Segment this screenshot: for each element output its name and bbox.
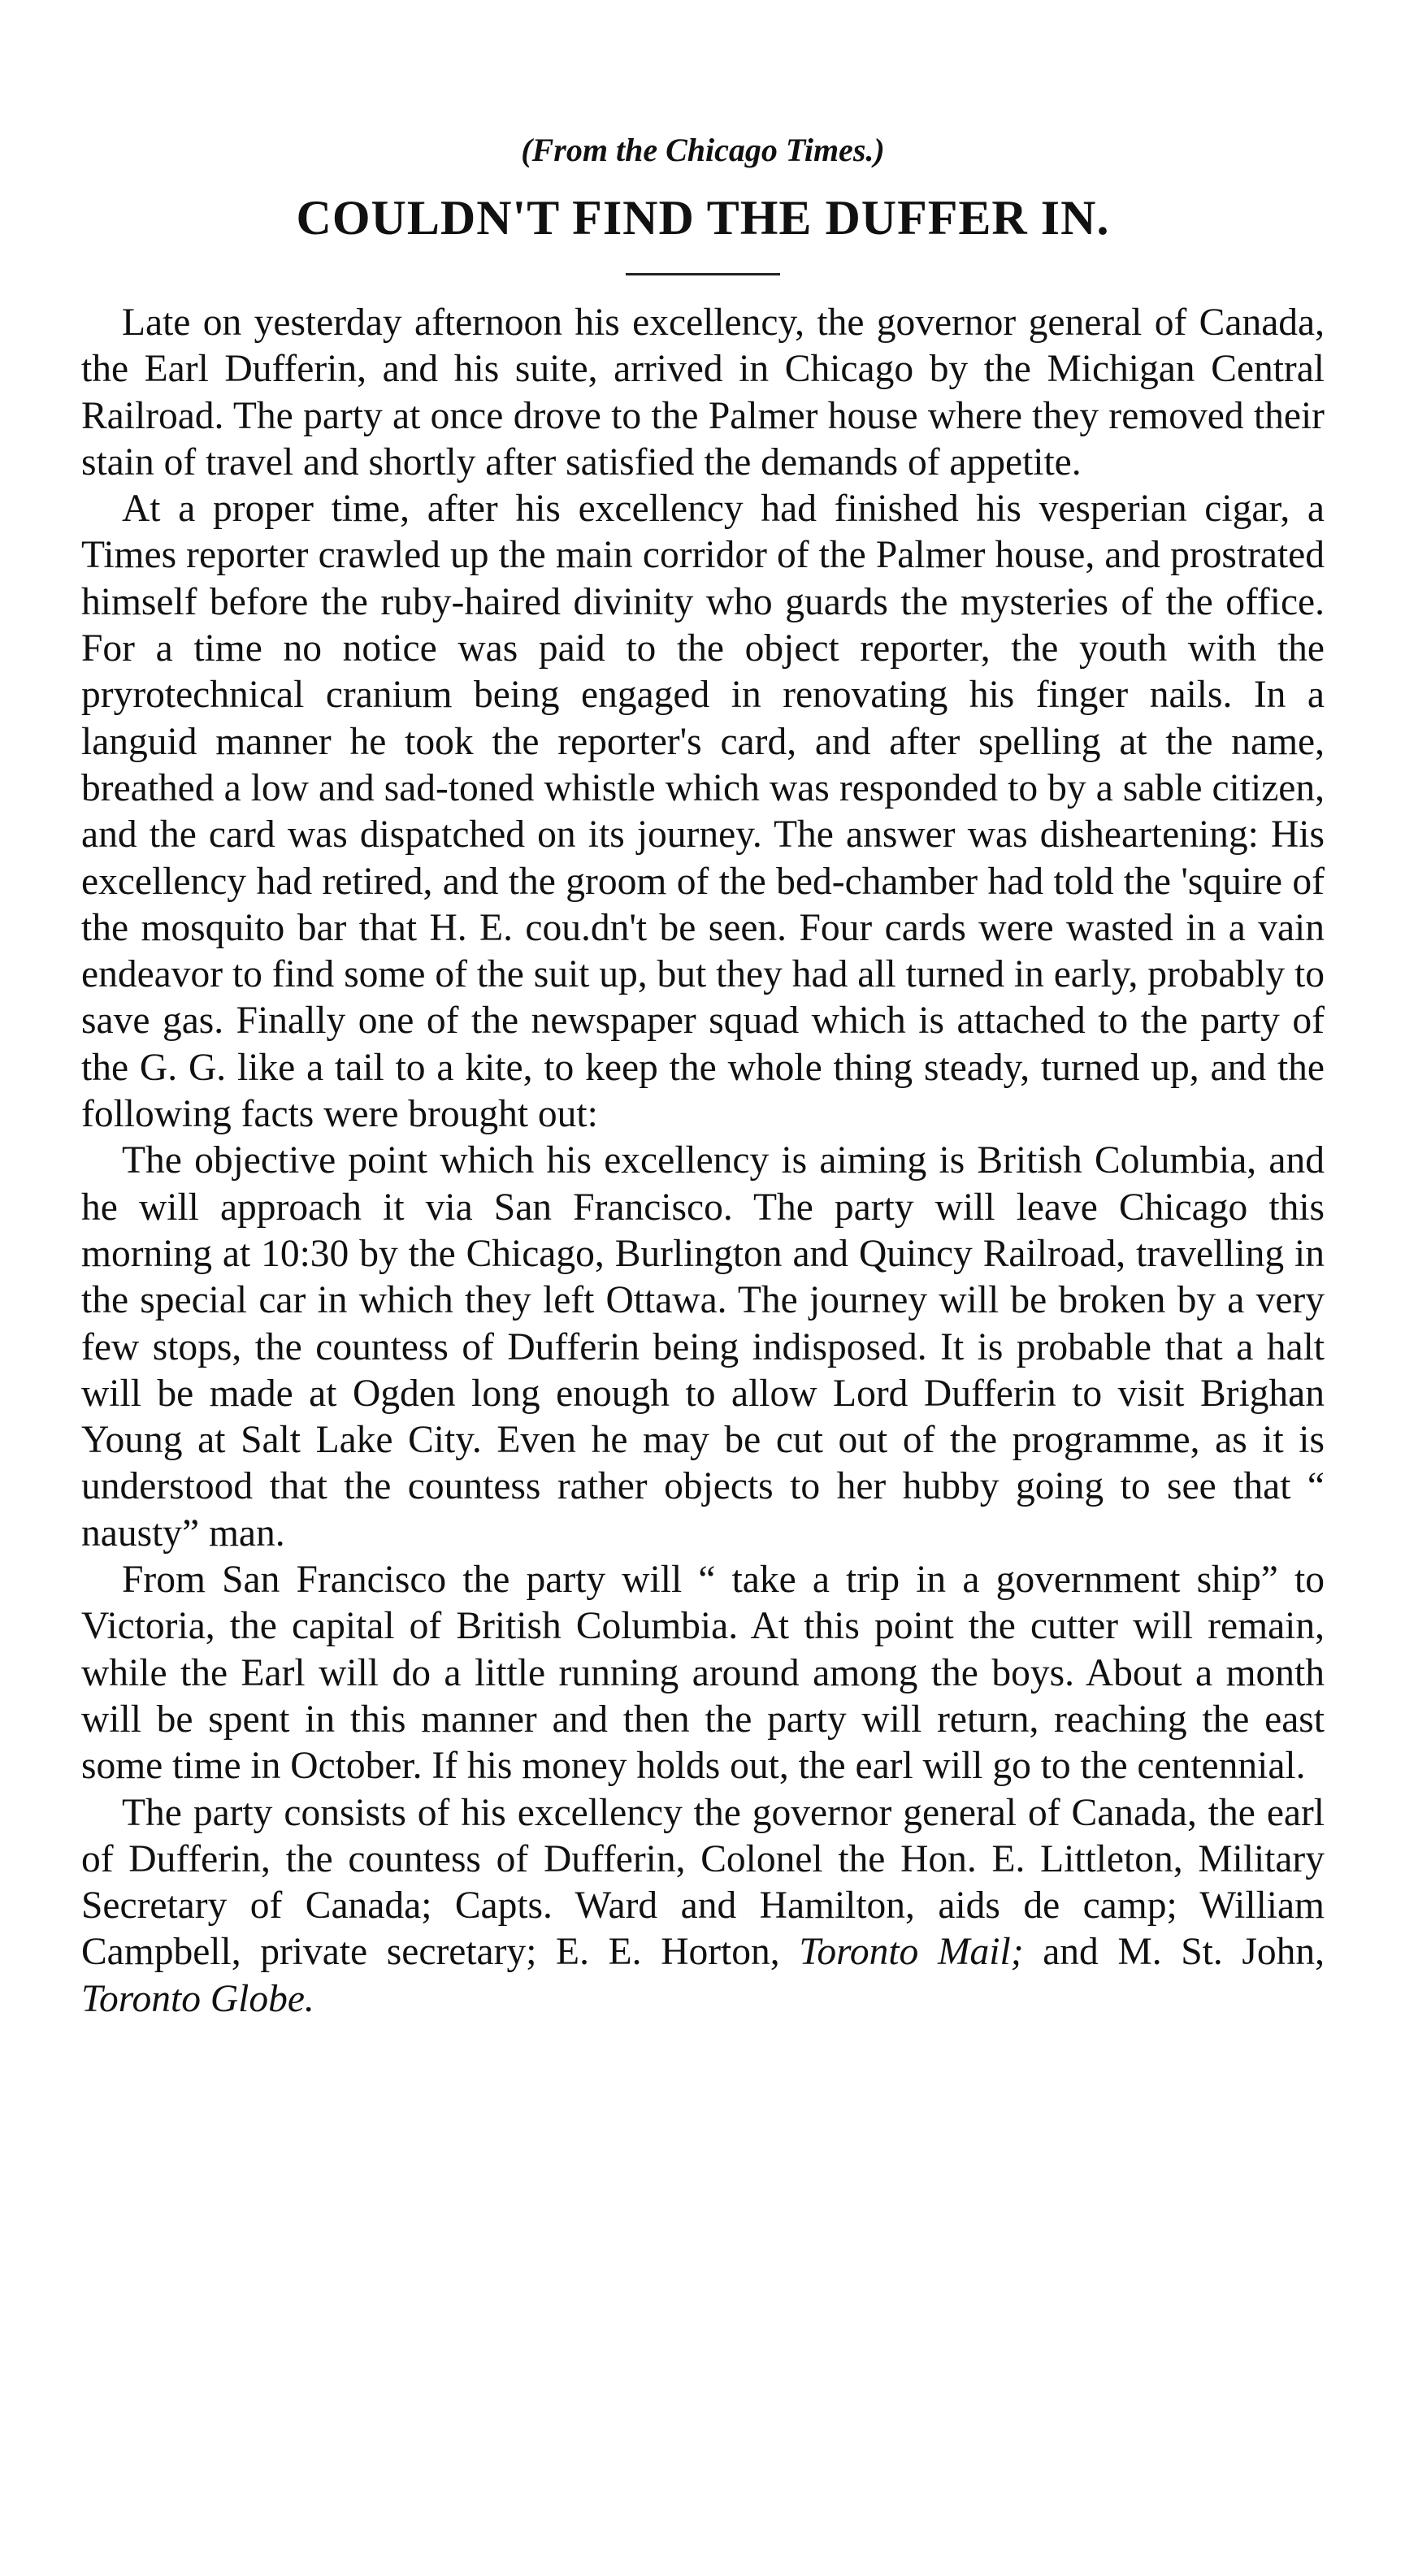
paragraph-party-members [81, 1790, 1325, 2023]
party-members-text: The party consists of his excellency the governor general of Canada, the earl of Dufferin, the countess of Dufferin, Colonel the Hon. E. Littleton, Military Secretary of Canada; Capts. Ward and Hamilton, aids de camp; William Campbell, private secretary; E. E. Horton, [81, 1791, 1325, 1974]
article [81, 130, 1325, 2023]
source-line: (From the Chicago Times.) [521, 132, 885, 168]
headline: COULDN'T FIND THE DUFFER IN. [296, 191, 1110, 245]
party-members-connector: and M. St. John, [1043, 1931, 1325, 1974]
paragraph-arrival: Late on yesterday afternoon his excellency, the governor general of Canada, the Earl Dufferin, and his suite, arrived in Chicago by the Michigan Central Railroad. The party at once drove to the Palmer house where they removed their stain of travel and shortly after satisfied the demands of appetite. [81, 301, 1325, 484]
paper-toronto-mail: Toronto Mail; [799, 1931, 1024, 1974]
paragraph-itinerary: The objective point which his excellency is aiming is British Columbia, and he will approach it via San Francisco. The party will leave Chicago this morning at 10:30 by the Chicago, Burlington and Quincy Railroad, travelling in the special car in which they left Ottawa. The journey will be broken by a very few stops, the countess of Dufferin being indisposed. It is probable that a halt will be made at Ogden long enough to allow Lord Dufferin to visit Brighan Young at Salt Lake City. Even he may be cut out of the programme, as it is understood that the countess rather objects to her hubby going to see that “ nausty” man. [81, 1139, 1325, 1555]
paper-toronto-globe: Toronto Globe. [81, 1977, 314, 2020]
headline-rule [626, 273, 780, 275]
paragraph-reporter-visit: At a proper time, after his excellency had finished his vesperian cigar, a Times reporter crawled up the main corridor of the Palmer house, and prostrated himself before the ruby-haired divinity who guards the mysteries of the office. For a time no notice was paid to the object reporter, the youth with the pryrotechnical cranium being engaged in renovating his finger nails. In a languid manner he took the reporter's card, and after spelling at the name, breathed a low and sad-toned whistle which was responded to by a sable citizen, and the card was dispatched on its journey. The answer was disheartening: His excellency had retired, and the groom of the bed-chamber had told the 'squire of the mosquito bar that H. E. cou.dn't be seen. Four cards were wasted in a vain endeavor to find some of the suit up, but they had all turned in early, probably to save gas. Finally one of the newspaper squad which is attached to the party of the G. G. like a tail to a kite, to keep the whole thing steady, turned up, and the following facts were brought out: [81, 488, 1325, 1136]
paragraph-victoria: From San Francisco the party will “ take a trip in a government ship” to Victoria, the capital of British Columbia. At this point the cutter will remain, while the Earl will do a little running around among the boys. About a month will be spent in this manner and then the party will return, reaching the east some time in October. If his money holds out, the earl will go to the centennial. [81, 1559, 1325, 1788]
